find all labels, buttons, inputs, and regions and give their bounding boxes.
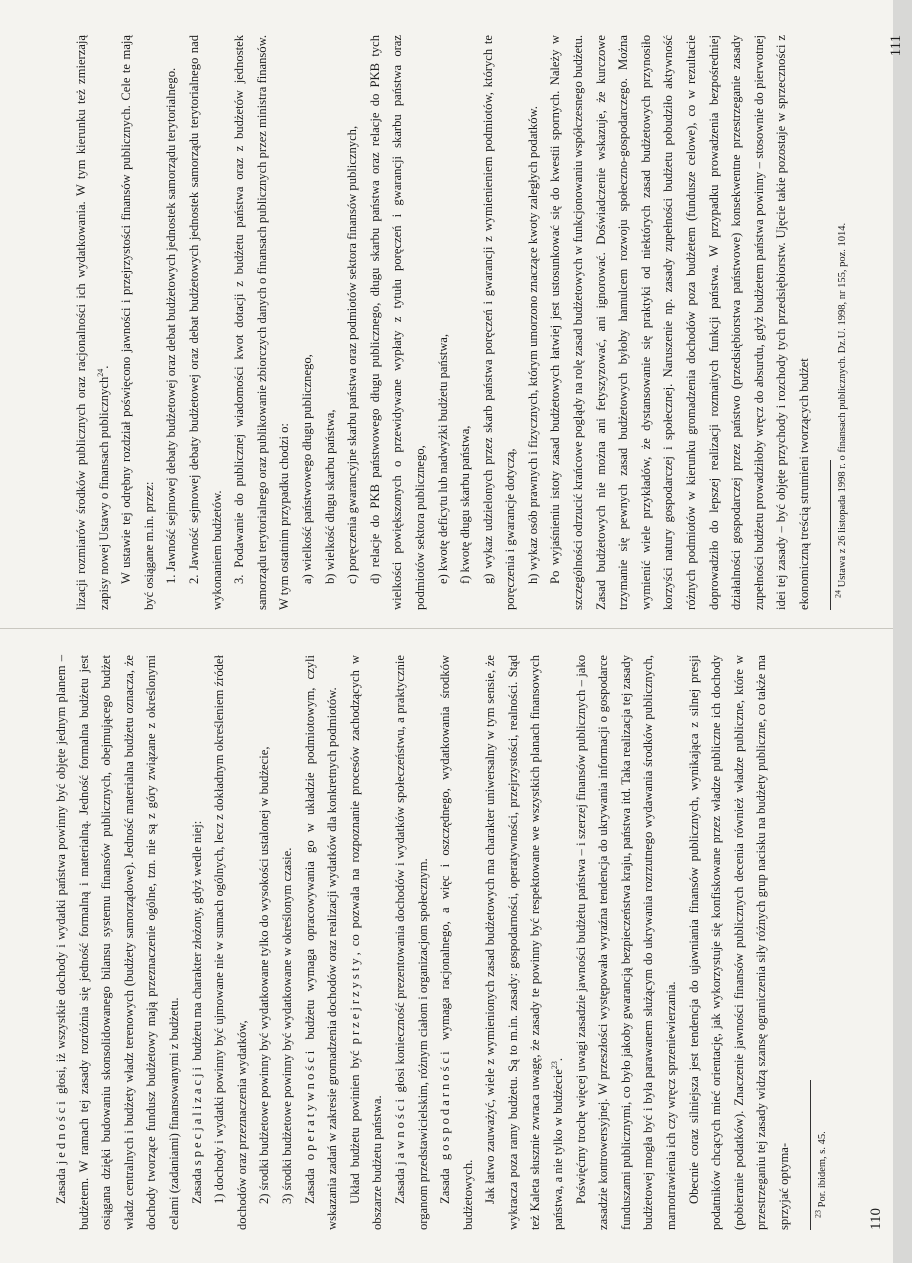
footnote: $^{24}$ Ustawa z 26 listopada 1998 r. o finansach publicznych. Dz.U. 1998, nr 155, poz. 1014. xyxy=(833,222,848,598)
paragraph: Zasada jedności głosi, iż wszystkie dochody i wydatki państwa powinny być objęte jednym planem – budżetem. W ramach tej zasady rozróżnia się jedność formalną i materialną. Jedność formalna budżetu jest osiągana dzięki budowaniu skonsolidowanego bilansu systemu finansów publicznych, obejmującego budżet władz centralnych i budżety władz terenowych (budżety samorządowe). Jedność materialna budżetu oznacza, że dochody tworzące fundusz budżetowy mają przeznaczenie ogólne, tzn. nie są z góry związane z określonymi celami (zadaniami) finansowanymi z budżetu. xyxy=(54,655,181,1230)
paragraph: Po wyjaśnieniu istoty zasad budżetowych łatwiej jest ustosunkować się do kwestii spornych. Należy w szczególności odrzucić krańcowe poglądy na rolę zasad budżetowych w funkcjonowaniu współczesnego budżetu. Zasad budżetowych nie można ani fetyszyzować, ani ignorować. Doświadczenie wskazuje, że kurczowe trzymanie się pewnych zasad budżetowych byłoby hamulcem rozwoju społeczno-gospodarczego. Można wymienić wiele przykładów, że dystansowanie się praktyki od niektórych zasad budżetowych przynosiło korzyści natury gospodarczej i społecznej. Naruszenie np. zasady zupełności budżetu pobudziło aktywność różnych podmiotów w kierunku gromadzenia dochodów poza budżetem (fundusze celowe), co w rezultacie doprowadziło do lepszej realizacji rozmaitych funkcji państwa. W przypadku prowadzenia bezpośredniej działalności gospodarczej przez państwo (przedsiębiorstwa państwowe) konsekwentne przestrzeganie zasady zupełności budżetu prowadziłoby wręcz do absurdu, gdyż budżetem państwa powinny – stosownie do pierwotnej idei tej zasady – być objęte przychody i rozchody tych przedsiębiorstw. Ujęcie takie pozostaje w sprzeczności z ekonomiczną treścią strumieni tworzących budżet xyxy=(548,35,811,610)
page-110 xyxy=(50,655,892,1230)
list-item: d) relacje do PKB państwowego długu publicznego, długu skarbu państwa oraz relacje do PKB tych wielkości powiększonych o przewidywane wypłaty z tytułu poręczeń i gwarancji skarbu państwa oraz podmiotów sektora publicznego, xyxy=(367,35,427,610)
paragraph: Układ budżetu powinien być przejrzysty, co pozwala na rozpoznanie procesów zachodzących w obszarze budżetu państwa. xyxy=(347,655,385,1230)
left-body xyxy=(50,655,831,1230)
footnote-rule xyxy=(830,460,831,610)
list-item: 3. Podawanie do publicznej wiadomości kwot dotacji z budżetu państwa oraz z budżetów jednostek samorządu terytorialnego oraz publikowanie zbiorczych danych o finansach publicznych przez ministra finansów. W tym ostatnim przypadku chodzi o: xyxy=(232,35,292,610)
paragraph: Poświęćmy trochę więcej uwagi zasadzie jawności budżetu państwa – i szerzej finansów publicznych – jako zasadzie kontrowersyjnej. W przeszłości występowała wyraźna tendencja do ukrywania informacji o gospodarce funduszami publicznymi, co było jakoby gwarancją bezpieczeństwa kraju, państwa itd. Taka realizacja tej zasady budżetowej mogła być i była parawanem służącym do ukrywania rozrzutnego wydawania środków publicznych, marnotrawienia ich czy wręcz sprzeniewierzania. xyxy=(573,655,679,1230)
list-item: h) wykaz osób prawnych i fizycznych, którym umorzono znaczące kwoty zaległych podatków. xyxy=(525,106,540,584)
list-item: a) wielkość państwowego długu publicznego, xyxy=(299,354,314,584)
paragraph: Zasada specjalizacji budżetu ma charakter złożony, gdyż wedle niej: xyxy=(189,820,204,1204)
page-number: 111 xyxy=(888,35,904,57)
paragraph: Zasada jawności głosi konieczność prezentowania dochodów i wydatków społeczeństwu, a praktycznie organom przedstawicielskim, różnym ciałom i organizacjom społecznym. xyxy=(392,654,430,1230)
list-item: 2) środki budżetowe powinny być wydatkowane tylko do wysokości ustalonej w budżecie, xyxy=(257,746,272,1204)
list-item: c) poręczenia gwarancyjne skarbu państwa oraz podmiotów sektora finansów publicznych, xyxy=(345,125,360,584)
footnote: $^{23}$ Por. ibidem, s. 45. xyxy=(813,1131,828,1218)
page-fold xyxy=(0,628,893,629)
paragraph: Zasada gospodarności wymaga racjonalnego, a więc i oszczędnego, wydatkowania środków budżetowych. xyxy=(438,654,475,1230)
right-body xyxy=(70,35,851,610)
list-item: 3) środki budżetowe powinny być wydatkowane w określonym czasie. xyxy=(279,847,294,1204)
list-item: e) kwotę deficytu lub nadwyżki budżetu państwa, xyxy=(435,333,450,584)
page-111 xyxy=(70,35,912,610)
paragraph: Jak łatwo zauważyć, wiele z wymienionych zasad budżetowych ma charakter uniwersalny w tym sensie, że wykracza poza ramy budżetu. Są to m.in. zasady: gospodarności, operatywności, przejrzystości, realności. Stąd też Kaleta słusznie zwraca uwagę, że zasady te powinny być respektowane we wszystkich planach finansowych państwa, a nie tylko w budżecie$^{23}$. xyxy=(483,655,566,1230)
list-item: b) wielkość długu skarbu państwa, xyxy=(322,409,337,584)
page-number: 110 xyxy=(868,1208,884,1230)
footnote-rule xyxy=(810,1080,811,1230)
paragraph: lizacji rozmiarów środków publicznych oraz racjonalności ich wydatkowania. W tym kierunku też zmierzają zapisy nowej Ustawy o finansach publicznych$^{24}$. xyxy=(74,35,111,610)
list-item: 1. Jawność sejmowej debaty budżetowej oraz debat budżetowych jednostek samorządu terytorialnego. xyxy=(164,67,179,584)
list-item: 1) dochody i wydatki powinny być ujmowane nie w sumach ogólnych, lecz z dokładnym określeniem źródeł dochodów oraz przeznaczenia wydatków, xyxy=(212,655,249,1230)
list-item: f) kwotę długu skarbu państwa, xyxy=(458,425,473,584)
list-item: 2. Jawność sejmowej debaty budżetowej oraz debat budżetowych jednostek samorządu terytorialnego nad wykonaniem budżetów. xyxy=(186,35,224,610)
paragraph: Obecnie coraz silniejsza jest tendencja do ujawniania finansów publicznych, wynikająca z silnej presji podatników chcących mieć orientację, jak wykorzystuje się konfiskowane przez władze publiczne ich dochody (pobieranie podatków). Znaczenie jawności finansów publicznych decenia również władze publiczne, które w przestrzeganiu tej zasady widzą szansę ograniczenia siły różnych grup nacisku na budżety publiczne, co także ma sprzyjać optyma- xyxy=(686,655,791,1230)
paragraph: W ustawie tej odrębny rozdział poświęcono jawności i przejrzystości finansów publicznych. Cele te mają być osiągane m.in. przez: xyxy=(119,35,156,610)
paragraph: Zasada operatywności budżetu wymaga opracowywania go w układzie podmiotowym, czyli wskazania zadań w zakresie gromadzenia dochodów oraz realizacji wydatków dla konkretnych podmiotów. xyxy=(302,655,340,1230)
list-item: g) wykaz udzielonych przez skarb państwa poręczeń i gwarancji z wymienieniem podmiotów, których te poręczenia i gwarancje dotyczą, xyxy=(480,35,518,610)
